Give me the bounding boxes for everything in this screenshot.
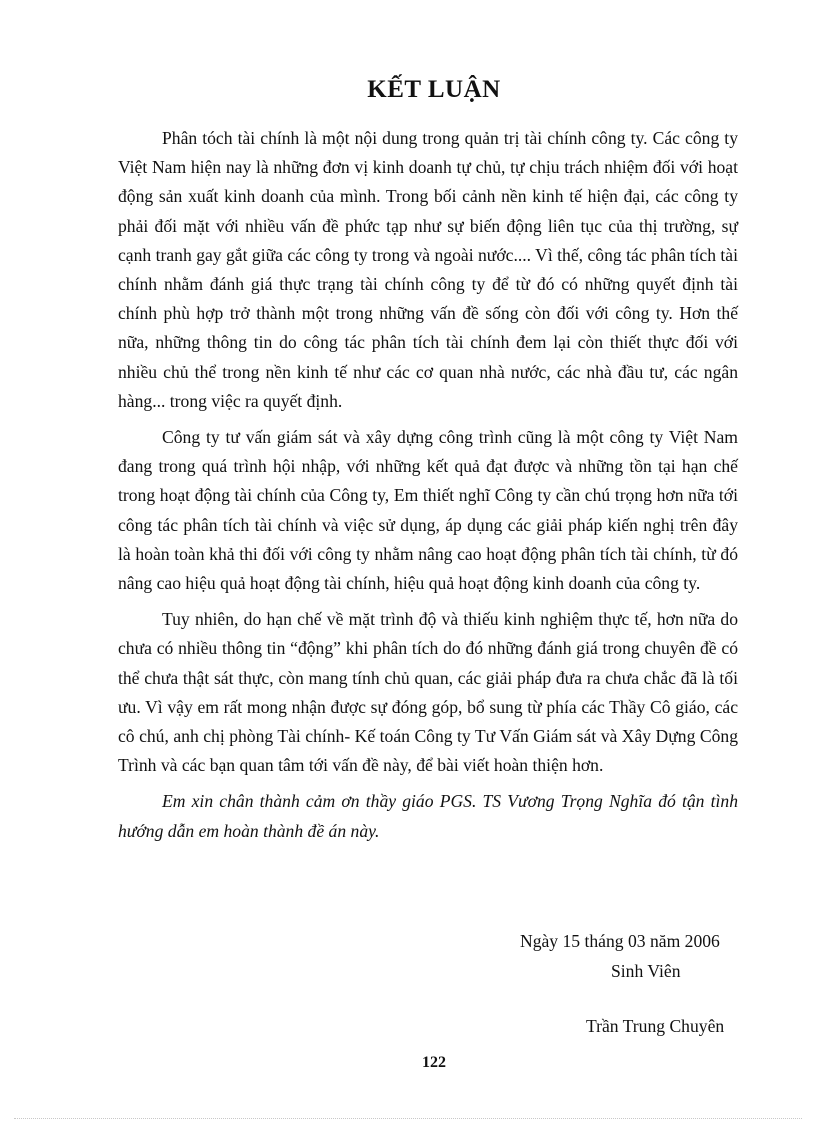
signature-role: Sinh Viên — [611, 961, 681, 981]
signature-date: Ngày 15 tháng 03 năm 2006 — [520, 931, 720, 951]
paragraph-limitations: Tuy nhiên, do hạn chế về mặt trình độ và thiếu kinh nghiệm thực tế, hơn nữa do chưa có nhiều thông tin “động” khi phân tích do đó những đánh giá trong chuyên đề có thể chưa thật sát thực, còn mang tính chủ quan, các giải pháp đưa ra chưa chắc đã là tối ưu. Vì vậy em rất mong nhận được sự đóng góp, bổ sung từ phía các Thầy Cô giáo, các cô chú, anh chị phòng Tài chính- Kế toán Công ty Tư Vấn Giám sát và Xây Dựng Công Trình và các bạn quan tâm tới vấn đề này, để bài viết hoàn thiện hơn. — [118, 609, 738, 776]
page-bottom-border — [14, 1118, 802, 1119]
page-title: KẾT LUẬN — [367, 76, 501, 103]
paragraph-intro: Phân tóch tài chính là một nội dung trong quản trị tài chính công ty. Các công ty Việt Nam hiện nay là những đơn vị kinh doanh tự chủ, tự chịu trách nhiệm đối với hoạt động sản xuất kinh doanh của mình. Trong bối cảnh nền kinh tế hiện đại, các công ty phải đối mặt với nhiều vấn đề phức tạp như sự biến động liên tục của thị trường, sự cạnh tranh gay gắt giữa các công ty trong và ngoài nước.... Vì thế, công tác phân tích tài chính nhằm đánh giá thực trạng tài chính công ty để từ đó có những quyết định tài chính phù hợp trở thành một trong những vấn đề sống còn đối với công ty. Hơn thế nữa, những thông tin do công tác phân tích tài chính đem lại còn thiết thực đối với nhiều chủ thể trong nền kinh tế như các cơ quan nhà nước, các nhà đầu tư, các ngân hàng... trong việc ra quyết định. — [118, 128, 738, 411]
page-number: 122 — [422, 1054, 446, 1071]
signature-name: Trần Trung Chuyên — [586, 1016, 725, 1036]
paragraph-company: Công ty tư vấn giám sát và xây dựng công trình cũng là một công ty Việt Nam đang trong quá trình hội nhập, với những kết quả đạt được và những tồn tại hạn chế trong hoạt động tài chính của Công ty, Em thiết nghĩ Công ty cần chú trọng hơn nữa tới công tác phân tích tài chính và việc sử dụng, áp dụng các giải pháp kiến nghị trên đây là hoàn toàn khả thi đối với công ty nhằm nâng cao hoạt động phân tích tài chính, từ đó nâng cao hiệu quả hoạt động tài chính, hiệu quả hoạt động kinh doanh của công ty. — [118, 427, 738, 594]
body-text — [118, 124, 738, 853]
paragraph-thanks: Em xin chân thành cảm ơn thầy giáo PGS. TS Vương Trọng Nghĩa đó tận tình hướng dẫn em hoàn thành đề án này. — [118, 791, 738, 841]
